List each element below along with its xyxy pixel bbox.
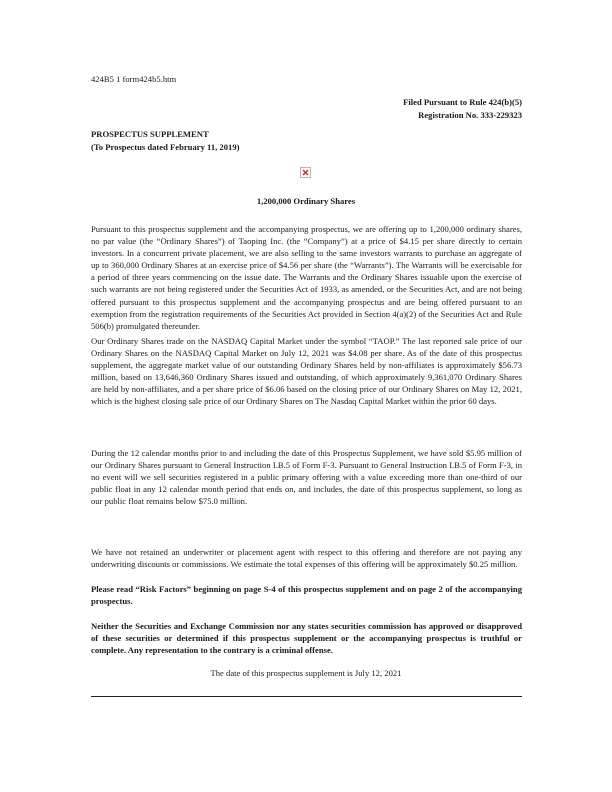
supplement-subtitle: (To Prospectus dated February 11, 2019) (91, 142, 240, 152)
paragraph-offering: Pursuant to this prospectus supplement and the accompanying prospectus, we are offering up to 1,200,000 ordinary shares, no par value (the “Ordinary Shares”) of Taoping Inc. (the “Company”) at a price of $4.15 per share directly to certain investors. In a concurrent private placement, we are also selling to the same investors warrants to purchase an aggregate of up to 360,000 Ordinary Shares at an exercise price of $4.56 per share (the “Warrants”). The Warrants will be exercisable for a period of three years commencing on the issue date. The Warrants and the Ordinary Shares issuable upon the exercise of such warrants are not being registered under the Securities Act of 1933, as amended, or the Securities Act, and are not being offered pursuant to this prospectus supplement and the accompanying prospectus and are being offered pursuant to an exemption from the registration requirements of the Securities Act provided in Section 4(a)(2) of the Securities Act and Rule 506(b) promulgated thereunder. (91, 224, 522, 331)
offering-title: 1,200,000 Ordinary Shares (256, 196, 356, 206)
paragraph-sec-disclaimer: Neither the Securities and Exchange Commission nor any states securities commission has approved or disapproved of these securities or determined if this prospectus supplement or the accompanying prospectus is truthful or complete. Any representation to the contrary is a criminal offense. (91, 621, 522, 656)
paragraph-market: Our Ordinary Shares trade on the NASDAQ Capital Market under the symbol “TAOP.” The last reported sale price of our Ordinary Shares on the NASDAQ Capital Market on July 12, 2021 was $4.08 per share. As of the date of this prospectus supplement, the aggregate market value of our outstanding Ordinary Shares held by non-affiliates is approximately $56.73 million, based on 13,646,360 Ordinary Shares issued and outstanding, of which approximately 9,361,070 Ordinary Shares are held by non-affiliates, and a per share price of $6.06 based on the closing price of our Ordinary Shares on May 12, 2021, which is the highest closing sale price of our Ordinary Shares on The Nasdaq Capital Market within the prior 60 days. (91, 336, 522, 407)
filed-pursuant-line: Filed Pursuant to Rule 424(b)(5) (403, 97, 522, 107)
paragraph-underwriter: We have not retained an underwriter or placement agent with respect to this offering and therefore are not paying any underwriting discounts or commissions. We estimate the total expenses of this offering will be approximately $0.25 million. (91, 547, 522, 570)
registration-number: Registration No. 333-229323 (418, 110, 522, 120)
supplement-heading (91, 128, 239, 154)
supplement-date: The date of this prospectus supplement is July 12, 2021 (210, 668, 402, 678)
horizontal-divider (91, 696, 522, 697)
paragraph-sales: During the 12 calendar months prior to and including the date of this Prospectus Supplement, we have sold $5.95 million of our Ordinary Shares pursuant to General Instruction I.B.5 of Form F-3. Pursuant to General Instruction I.B.5 of Form F-3, in no event will we sell securities registered in a public primary offering with a value exceeding more than one-third of our public float in any 12 calendar month period that ends on, and includes, the date of this prospectus supplement, so long as our public float remains below $75.0 million. (91, 448, 522, 507)
supplement-title: PROSPECTUS SUPPLEMENT (91, 129, 209, 139)
broken-image-icon (300, 167, 311, 178)
paragraph-risk-factors: Please read “Risk Factors” beginning on page S-4 of this prospectus supplement and on page 2 of the accompanying prospectus. (91, 584, 522, 607)
filing-info (403, 96, 522, 122)
file-reference: 424B5 1 form424b5.htm (91, 74, 177, 84)
